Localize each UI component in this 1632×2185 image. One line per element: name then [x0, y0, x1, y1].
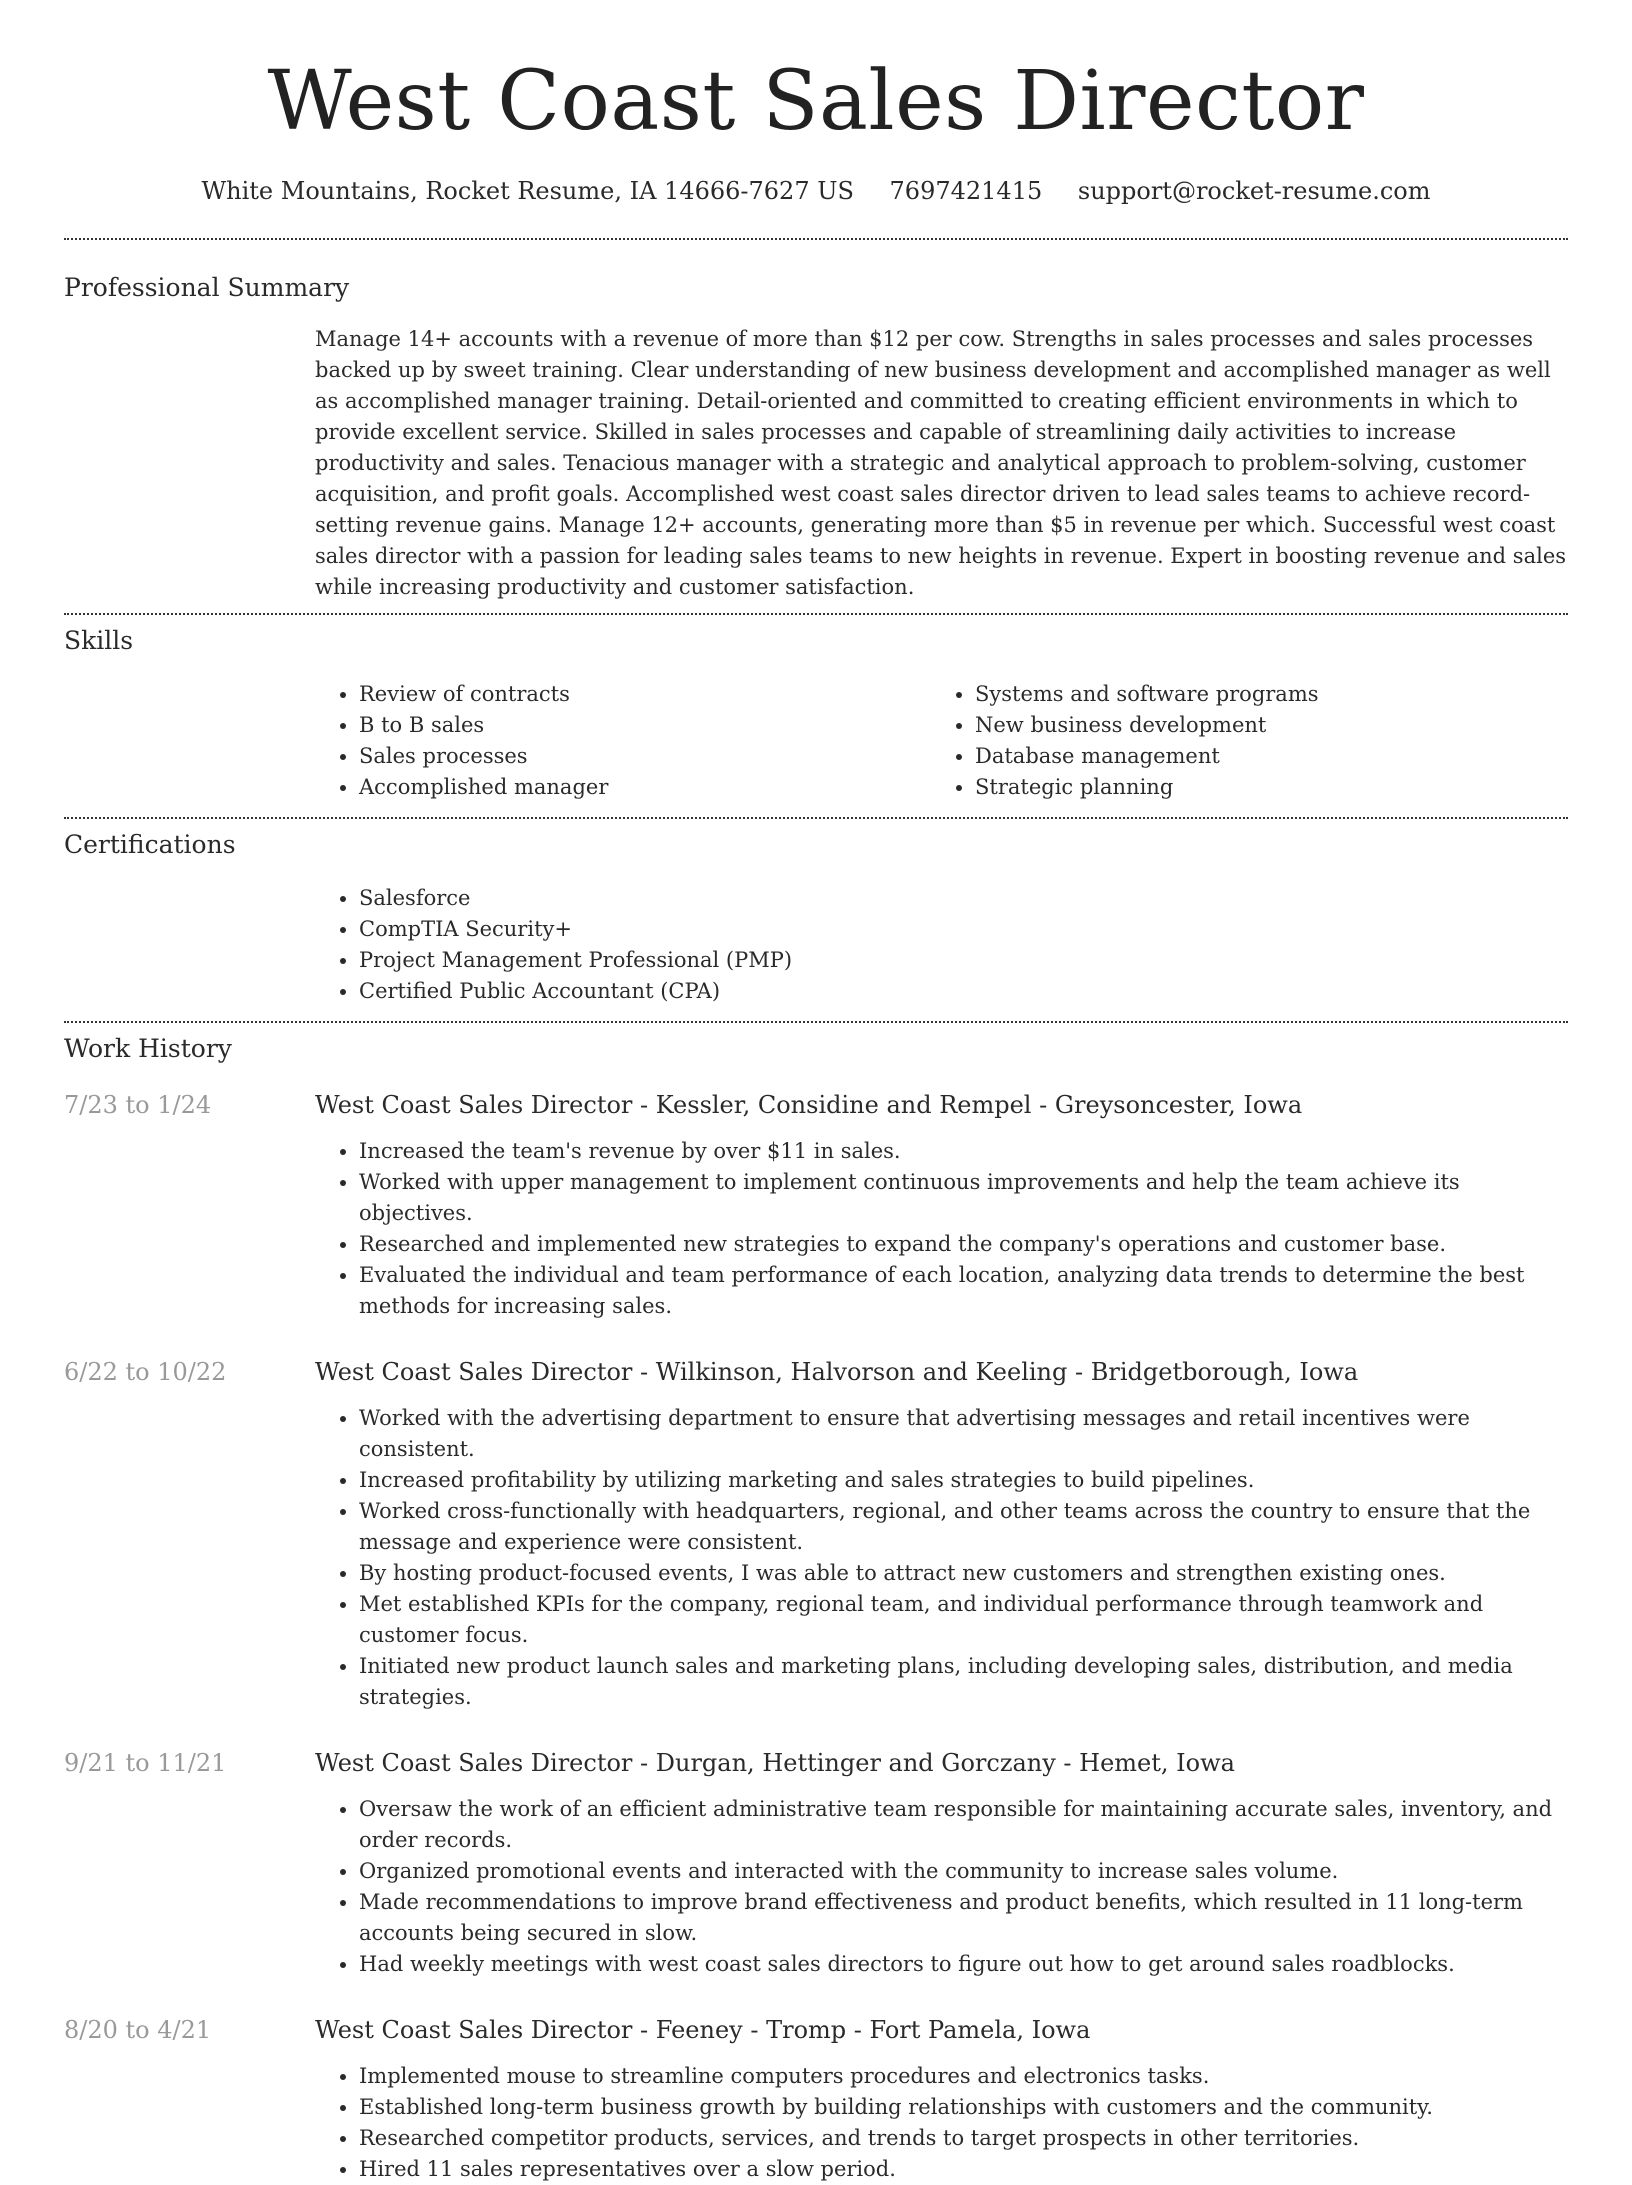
skill-item: • Systems and software programs [975, 679, 1547, 710]
skill-item: • Sales processes [359, 741, 931, 772]
job-entry [64, 2014, 1568, 2185]
job-bullet: • Oversaw the work of an efficient administrative team responsible for maintaining accurate sales, inventory, and order records. [359, 1794, 1568, 1856]
job-bullet: • Established long-term business growth by building relationships with customers and the community. [359, 2092, 1568, 2123]
skill-item: • Accomplished manager [359, 772, 931, 803]
certification-item: • Salesforce [359, 883, 1568, 914]
work-history-title: Work History [64, 1034, 232, 1063]
certification-item: • Certified Public Accountant (CPA) [359, 976, 1568, 1007]
job-bullet: • Organized promotional events and interacted with the community to increase sales volume. [359, 1856, 1568, 1887]
resume-header [64, 0, 1568, 206]
certifications-section [64, 819, 1568, 1021]
job-dates: 6/22 to 10/22 [64, 1358, 227, 1386]
skill-item: • Review of contracts [359, 679, 931, 710]
job-bullets [315, 1794, 1568, 1980]
job-bullet: • Hired 11 sales representatives over a slow period. [359, 2154, 1568, 2185]
skills-section [64, 615, 1568, 817]
job-bullet: • Researched competitor products, services, and trends to target prospects in other territories. [359, 2123, 1568, 2154]
work-history-section [64, 1023, 1568, 2185]
job-bullet: • Made recommendations to improve brand effectiveness and product benefits, which resulted in 11 long-term accounts being secured in slow. [359, 1887, 1568, 1949]
candidate-name: West Coast Sales Director [267, 54, 1365, 149]
resume-page [64, 0, 1568, 2185]
skill-item: • B to B sales [359, 710, 931, 741]
job-dates: 8/20 to 4/21 [64, 2016, 212, 2044]
job-title: West Coast Sales Director - Feeney - Tromp - Fort Pamela, Iowa [315, 2016, 1091, 2044]
job-bullet: • Initiated new product launch sales and marketing plans, including developing sales, distribution, and media strategies. [359, 1651, 1568, 1713]
job-bullets [315, 2061, 1568, 2185]
job-entry [64, 1089, 1568, 1322]
job-bullet: • Worked with the advertising department to ensure that advertising messages and retail incentives were consistent. [359, 1403, 1568, 1465]
job-bullet: • Evaluated the individual and team performance of each location, analyzing data trends to determine the best methods for increasing sales. [359, 1260, 1568, 1322]
skill-item: • New business development [975, 710, 1547, 741]
certification-item: • Project Management Professional (PMP) [359, 945, 1568, 976]
skill-item: • Strategic planning [975, 772, 1547, 803]
job-bullet: • Researched and implemented new strategies to expand the company's operations and customer base. [359, 1229, 1568, 1260]
contact-email: support@rocket-resume.com [1077, 177, 1431, 205]
job-bullet: • Implemented mouse to streamline computers procedures and electronics tasks. [359, 2061, 1568, 2092]
job-dates: 9/21 to 11/21 [64, 1749, 227, 1777]
summary-text: Manage 14+ accounts with a revenue of more than $12 per cow. Strengths in sales processes and sales processes backed up by sweet training. Clear understanding of new business development and accomplished manager as well as accomplished manager training. Detail-oriented and committed to creating efficient environments in which to provide excellent service. Skilled in sales processes and capable of streamlining daily activities to increase productivity and sales. Tenacious manager with a strategic and analytical approach to problem-solving, customer acquisition, and profit goals. Accomplished west coast sales director driven to lead sales teams to achieve record-setting revenue gains. Manage 12+ accounts, generating more than $5 in revenue per which. Successful west coast sales director with a passion for leading sales teams to new heights in revenue. Expert in boosting revenue and sales while increasing productivity and customer satisfaction. [315, 327, 1567, 599]
job-bullet: • Had weekly meetings with west coast sales directors to figure out how to get around sales roadblocks. [359, 1949, 1568, 1980]
job-title: West Coast Sales Director - Wilkinson, Halvorson and Keeling - Bridgetborough, Iowa [315, 1358, 1359, 1386]
job-bullet: • By hosting product-focused events, I was able to attract new customers and strengthen existing ones. [359, 1558, 1568, 1589]
job-dates: 7/23 to 1/24 [64, 1091, 212, 1119]
skills-column-right [931, 679, 1547, 803]
skill-item: • Database management [975, 741, 1547, 772]
job-bullet: • Met established KPIs for the company, regional team, and individual performance through teamwork and customer focus. [359, 1589, 1568, 1651]
job-title: West Coast Sales Director - Kessler, Considine and Rempel - Greysoncester, Iowa [315, 1091, 1303, 1119]
job-bullet: • Increased the team's revenue by over $11 in sales. [359, 1136, 1568, 1167]
job-bullet: • Worked with upper management to implement continuous improvements and help the team achieve its objectives. [359, 1167, 1568, 1229]
certification-item: • CompTIA Security+ [359, 914, 1568, 945]
contact-line [64, 176, 1568, 206]
skills-column-left [315, 679, 931, 803]
summary-section [64, 240, 1568, 613]
summary-title: Professional Summary [64, 273, 350, 302]
job-bullet: • Worked cross-functionally with headquarters, regional, and other teams across the country to ensure that the message and experience were consistent. [359, 1496, 1568, 1558]
job-bullets [315, 1403, 1568, 1713]
contact-phone: 7697421415 [889, 177, 1043, 205]
certifications-title: Certifications [64, 830, 236, 859]
job-bullets [315, 1136, 1568, 1322]
job-entry [64, 1747, 1568, 1980]
contact-address: White Mountains, Rocket Resume, IA 14666-7627 US [201, 177, 854, 205]
job-entry [64, 1356, 1568, 1713]
job-bullet: • Increased profitability by utilizing marketing and sales strategies to build pipelines. [359, 1465, 1568, 1496]
skills-title: Skills [64, 626, 134, 655]
job-title: West Coast Sales Director - Durgan, Hettinger and Gorczany - Hemet, Iowa [315, 1749, 1235, 1777]
